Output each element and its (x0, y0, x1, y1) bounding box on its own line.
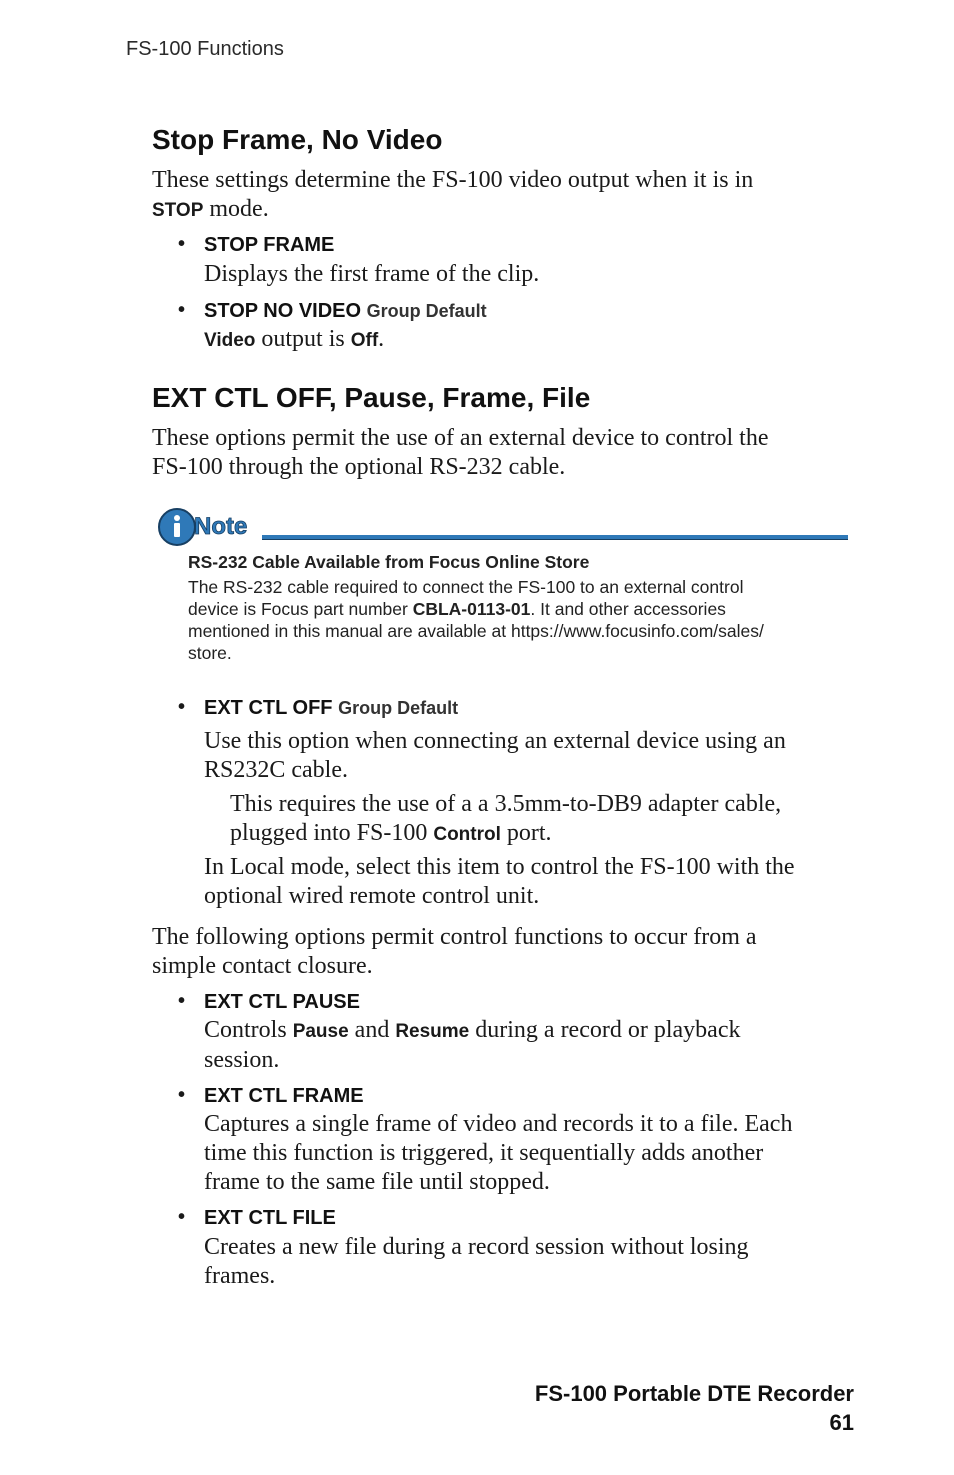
item-title-ext-ctl-file: EXT CTL FILE (204, 1207, 336, 1229)
desc-text: and (354, 1017, 390, 1043)
item-title-ext-ctl-pause: EXT CTL PAUSE (204, 991, 360, 1013)
item-desc-stop-no-video (204, 325, 384, 355)
info-note-icon (156, 506, 271, 548)
ext-off-para-1 (204, 727, 854, 785)
para-line: Use this option when connecting an external device using an (204, 728, 786, 754)
footer-product-title: FS-100 Portable DTE Recorder (534, 1381, 854, 1406)
para-line: This requires the use of a a 3.5mm-to-DB9 adapter cable, (230, 791, 782, 817)
desc-text: frame to the same file until stopped. (204, 1169, 550, 1195)
desc-text: frames. (204, 1263, 276, 1289)
para-line: optional wired remote control unit. (204, 883, 540, 909)
desc-bold-off: Off (350, 330, 379, 351)
item-desc-stop-frame: Displays the first frame of the clip. (204, 261, 540, 287)
desc-mid: output is (261, 326, 345, 352)
para-line: port. (506, 820, 552, 846)
item-title-stop-no-video (204, 300, 487, 323)
intro-text: These settings determine the FS-100 video output when it is in (152, 167, 754, 193)
group-default-tag: Group Default (366, 301, 487, 321)
note-line: The RS-232 cable required to connect the FS-100 to an external control (188, 577, 744, 597)
section-intro (152, 166, 852, 225)
note-divider (262, 535, 848, 540)
control-port-bold: Control (433, 824, 501, 845)
following-options-para (152, 923, 852, 981)
item-desc-frame (204, 1110, 864, 1197)
bullet-icon: • (178, 696, 186, 718)
desc-text: during a record or playback (475, 1017, 741, 1043)
desc-text: Captures a single frame of video and records it to a file. Each (204, 1111, 793, 1137)
running-header: FS-100 Functions (126, 38, 284, 60)
desc-text: Creates a new file during a record session without losing (204, 1234, 749, 1260)
section-heading-stop-frame: Stop Frame, No Video (152, 124, 443, 155)
note-logo-text: Note (194, 513, 248, 540)
item-desc-file (204, 1233, 854, 1291)
note-line: mentioned in this manual are available at https://www.focusinfo.com/sales/ (188, 621, 764, 641)
desc-text: Controls (204, 1017, 287, 1043)
pause-bold: Pause (292, 1021, 349, 1042)
page-number: 61 (829, 1410, 854, 1435)
note-line: . It and other accessories (530, 599, 726, 619)
section2-intro (152, 424, 852, 482)
desc-text: time this function is triggered, it sequentially adds another (204, 1140, 764, 1166)
bullet-icon: • (178, 299, 186, 321)
desc-text: session. (204, 1047, 280, 1073)
para-line: plugged into FS-100 (230, 820, 428, 846)
note-title: RS-232 Cable Available from Focus Online Store (188, 552, 590, 572)
note-line: store. (188, 643, 232, 663)
item-title-ext-ctl-off (204, 697, 458, 720)
ext-off-para-2 (230, 790, 850, 849)
intro-line: FS-100 through the optional RS-232 cable. (152, 454, 566, 480)
desc-bold-video: Video (204, 330, 256, 351)
note-body (188, 576, 828, 664)
section-heading-ext-ctl: EXT CTL OFF, Pause, Frame, File (152, 382, 591, 413)
bullet-icon: • (178, 1084, 186, 1106)
desc-end: . (378, 326, 385, 352)
para-line: RS232C cable. (204, 757, 348, 783)
note-line: device is Focus part number (188, 599, 408, 619)
resume-bold: Resume (395, 1021, 470, 1042)
para-line: The following options permit control functions to occur from a (152, 924, 757, 950)
part-number: CBLA-0113-01 (412, 599, 531, 619)
intro-line: These options permit the use of an external device to control the (152, 425, 769, 451)
para-line: In Local mode, select this item to control the FS-100 with the (204, 854, 795, 880)
item-title-text: STOP NO VIDEO (204, 300, 362, 322)
bullet-icon: • (178, 990, 186, 1012)
item-title-stop-frame: STOP FRAME (204, 234, 335, 256)
ext-off-para-3 (204, 853, 854, 911)
item-title-text: EXT CTL OFF (204, 697, 333, 719)
bullet-icon: • (178, 1206, 186, 1228)
intro-end: mode. (209, 196, 269, 222)
item-desc-pause (204, 1016, 854, 1075)
group-default-tag: Group Default (338, 698, 459, 718)
para-line: simple contact closure. (152, 953, 373, 979)
item-title-ext-ctl-frame: EXT CTL FRAME (204, 1085, 364, 1107)
bullet-icon: • (178, 233, 186, 255)
intro-bold: STOP (152, 200, 204, 221)
